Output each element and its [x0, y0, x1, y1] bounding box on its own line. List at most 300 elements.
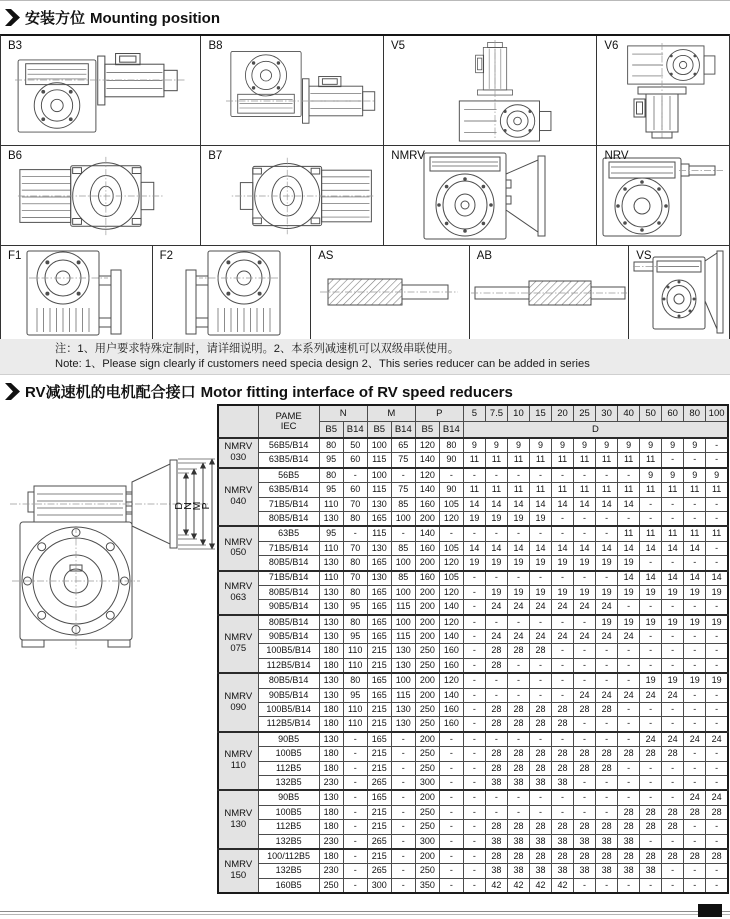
mounting-cell-f2	[152, 245, 311, 339]
d-cell: -	[640, 761, 662, 775]
mounting-cell-as	[310, 245, 469, 339]
dim-cell: 230	[319, 864, 343, 878]
dim-cell: 95	[343, 688, 367, 702]
d-cell: -	[552, 658, 574, 673]
d-cell: 11	[529, 453, 551, 468]
model-size: 150	[230, 870, 247, 882]
d-cell: 42	[485, 878, 507, 893]
mounting-cell-vs	[628, 245, 729, 339]
dim-cell: -	[343, 747, 367, 761]
d-cell: -	[706, 644, 728, 658]
d-cell: 28	[618, 805, 640, 819]
d-cell: 9	[684, 468, 706, 483]
d-cell: -	[574, 673, 596, 688]
d-cell: 28	[529, 717, 551, 732]
d-cell: -	[485, 790, 507, 805]
d-cell: -	[574, 526, 596, 541]
d-cell: -	[640, 790, 662, 805]
d-cell: 14	[640, 541, 662, 555]
table-row	[218, 673, 728, 688]
d-cell: -	[662, 600, 684, 615]
d-cell: 19	[507, 556, 529, 571]
dim-cell: 300	[415, 834, 439, 849]
dim-cell: -	[343, 775, 367, 790]
d-cell: -	[463, 849, 485, 864]
d-cell: -	[640, 630, 662, 644]
table-row	[218, 497, 728, 511]
iec-cell: 80B5/B14	[258, 615, 319, 630]
section2-title-zh: RV减速机的电机配合接口	[25, 384, 196, 401]
dim-cell: 110	[319, 571, 343, 586]
model-size: 063	[230, 591, 247, 603]
d-cell: 24	[552, 630, 574, 644]
d-cell: 28	[485, 820, 507, 834]
dim-cell: 165	[367, 511, 391, 526]
model-name: NMRV	[224, 485, 253, 497]
table-row	[218, 511, 728, 526]
dim-cell: 130	[391, 717, 415, 732]
d-cell: 14	[552, 541, 574, 555]
d-cell: 28	[552, 761, 574, 775]
dim-cell: 160	[415, 571, 439, 586]
d-cell: 24	[507, 630, 529, 644]
section-marker-icon	[5, 383, 20, 400]
table-row	[218, 483, 728, 497]
d-cell: 9	[618, 438, 640, 453]
d-cell: -	[684, 864, 706, 878]
d-cell: 11	[529, 483, 551, 497]
d-cell: 19	[684, 673, 706, 688]
dim-cell: 70	[343, 571, 367, 586]
mounting-cell-b7	[200, 145, 383, 245]
iec-cell: 80B5/B14	[258, 585, 319, 599]
pame-label: PAME	[275, 410, 302, 422]
d-cell: -	[684, 556, 706, 571]
mounting-label-b7: B7	[208, 150, 223, 162]
note-line-zh: 注：1、用户要求特殊定制时，请详细说明。2、本系列减速机可以双级串联使用。	[55, 343, 460, 355]
model-name: NMRV	[224, 536, 253, 548]
dim-cell: 250	[415, 864, 439, 878]
d-cell: -	[552, 673, 574, 688]
d-cell: -	[684, 453, 706, 468]
d-cell: 19	[684, 585, 706, 599]
d-cell: 9	[684, 438, 706, 453]
dim-cell: 215	[367, 805, 391, 819]
d-cell: -	[640, 497, 662, 511]
d-cell: -	[463, 761, 485, 775]
d-cell: -	[706, 775, 728, 790]
d-cell: -	[662, 717, 684, 732]
d-cell: 24	[574, 688, 596, 702]
d-cell: -	[463, 571, 485, 586]
dim-cell: 90	[439, 483, 463, 497]
d-cell: -	[640, 775, 662, 790]
d-cell: -	[662, 834, 684, 849]
d-cell: -	[662, 761, 684, 775]
d-cell: 19	[640, 673, 662, 688]
dim-cell: 110	[319, 541, 343, 555]
d-cell: -	[684, 761, 706, 775]
d-cell: -	[706, 511, 728, 526]
d-cell: -	[640, 878, 662, 893]
d-cell: 28	[552, 747, 574, 761]
dim-cell: 200	[415, 585, 439, 599]
dim-cell: 215	[367, 717, 391, 732]
d-cell: -	[507, 526, 529, 541]
d-cell: -	[662, 878, 684, 893]
dim-cell: 110	[343, 658, 367, 673]
d-cell: -	[596, 805, 618, 819]
d-cell: -	[574, 644, 596, 658]
d-cell: 24	[640, 688, 662, 702]
d-cell: -	[706, 600, 728, 615]
d-cell: 11	[485, 483, 507, 497]
d-cell: -	[596, 571, 618, 586]
d-cell: 9	[485, 438, 507, 453]
dim-cell: -	[439, 761, 463, 775]
d-cell: 28	[596, 820, 618, 834]
table-row	[218, 761, 728, 775]
d-cell: 14	[463, 497, 485, 511]
dim-label-p: P	[200, 502, 212, 510]
drawing-nrv	[599, 150, 727, 242]
d-cell: -	[618, 644, 640, 658]
d-cell: 24	[706, 732, 728, 747]
mounting-label-v5: V5	[390, 40, 406, 52]
d-cell: -	[529, 732, 551, 747]
d-cell: 28	[507, 644, 529, 658]
table-row	[218, 864, 728, 878]
d-cell: -	[706, 556, 728, 571]
d-cell: 19	[706, 585, 728, 599]
d-cell: -	[485, 732, 507, 747]
table-row	[218, 453, 728, 468]
mounting-cell-b3	[1, 36, 200, 145]
mounting-cell-b8	[200, 36, 383, 145]
d-cell: -	[684, 630, 706, 644]
d-cell: -	[684, 747, 706, 761]
dim-cell: 75	[391, 483, 415, 497]
dim-cell: 250	[415, 761, 439, 775]
dim-cell: 105	[439, 541, 463, 555]
dim-cell: 120	[439, 585, 463, 599]
table-row	[218, 541, 728, 555]
dim-cell: 200	[415, 849, 439, 864]
d-cell: -	[618, 732, 640, 747]
d-cell: 19	[574, 556, 596, 571]
d-cell: -	[463, 747, 485, 761]
d-cell: -	[684, 878, 706, 893]
model-size: 030	[230, 451, 247, 463]
dim-cell: -	[391, 747, 415, 761]
d-cell: -	[618, 717, 640, 732]
d-cell: 14	[596, 541, 618, 555]
dim-cell: 80	[343, 673, 367, 688]
d-cell: 11	[662, 483, 684, 497]
d-cell: -	[684, 600, 706, 615]
dim-cell: 200	[415, 556, 439, 571]
dim-cell: 160	[415, 541, 439, 555]
d-cell: 28	[485, 761, 507, 775]
d-cell: 28	[485, 747, 507, 761]
d-cell: 28	[529, 849, 551, 864]
dim-cell: 70	[343, 541, 367, 555]
drawing-v5	[390, 40, 590, 142]
drawing-ab	[471, 275, 627, 311]
d-cell: 11	[684, 483, 706, 497]
dim-cell: -	[439, 864, 463, 878]
mounting-cell-nrv	[596, 145, 729, 245]
ratio-header: 5	[463, 405, 485, 422]
iec-cell: 132B5	[258, 864, 319, 878]
d-cell: 28	[706, 805, 728, 819]
d-cell: -	[507, 615, 529, 630]
d-cell: -	[529, 468, 551, 483]
iec-cell: 71B5/B14	[258, 541, 319, 555]
d-cell: -	[684, 511, 706, 526]
dim-cell: -	[391, 761, 415, 775]
d-cell: 14	[507, 541, 529, 555]
d-cell: -	[552, 526, 574, 541]
d-cell: -	[463, 658, 485, 673]
dim-cell: 160	[439, 658, 463, 673]
d-cell: 24	[507, 600, 529, 615]
iec-cell: 112B5/B14	[258, 717, 319, 732]
d-cell: 19	[640, 615, 662, 630]
dim-cell: 200	[415, 600, 439, 615]
d-cell: 28	[574, 820, 596, 834]
d-cell: 11	[574, 483, 596, 497]
dim-group-header: N	[319, 405, 367, 422]
d-cell: 28	[662, 849, 684, 864]
note-band	[0, 339, 730, 375]
d-cell: -	[706, 438, 728, 453]
d-cell: -	[706, 747, 728, 761]
dim-cell: 180	[319, 761, 343, 775]
dim-cell: 165	[367, 630, 391, 644]
iec-cell: 100B5	[258, 805, 319, 819]
d-cell: 11	[507, 483, 529, 497]
d-cell: 24	[662, 732, 684, 747]
dim-cell: 110	[343, 644, 367, 658]
table-row	[218, 717, 728, 732]
d-cell: 11	[640, 526, 662, 541]
iec-cell: 80B5/B14	[258, 556, 319, 571]
d-cell: 38	[529, 834, 551, 849]
iec-cell: 100B5/B14	[258, 703, 319, 717]
d-cell: 28	[640, 747, 662, 761]
dim-cell: 70	[343, 497, 367, 511]
d-cell: 28	[662, 747, 684, 761]
dim-cell: 85	[391, 541, 415, 555]
page-bottom-rule	[0, 911, 730, 915]
d-cell: -	[618, 658, 640, 673]
dim-cell: 80	[319, 438, 343, 453]
d-cell: 28	[706, 849, 728, 864]
drawing-b7	[201, 152, 383, 240]
table-row	[218, 820, 728, 834]
d-cell: 19	[706, 615, 728, 630]
d-cell: -	[552, 732, 574, 747]
d-cell: -	[684, 688, 706, 702]
dim-cell: 130	[391, 644, 415, 658]
d-cell: 14	[463, 541, 485, 555]
dim-cell: 230	[319, 834, 343, 849]
dim-cell: -	[343, 468, 367, 483]
dim-cell: 130	[319, 585, 343, 599]
d-cell: -	[596, 511, 618, 526]
dim-cell: 180	[319, 805, 343, 819]
d-cell: 28	[507, 747, 529, 761]
d-cell: 28	[507, 703, 529, 717]
mounting-row-1	[1, 36, 729, 145]
d-cell: -	[574, 775, 596, 790]
dim-cell: 215	[367, 644, 391, 658]
model-size: 040	[230, 496, 247, 508]
dim-cell: 130	[367, 541, 391, 555]
d-cell: 9	[662, 438, 684, 453]
d-cell: -	[662, 864, 684, 878]
iec-cell: 112B5/B14	[258, 658, 319, 673]
dim-cell: 165	[367, 600, 391, 615]
d-cell: -	[596, 468, 618, 483]
d-cell: -	[529, 526, 551, 541]
d-cell: -	[529, 673, 551, 688]
d-cell: -	[552, 805, 574, 819]
iec-cell: 160B5	[258, 878, 319, 893]
d-cell: -	[706, 834, 728, 849]
mounting-label-f2: F2	[159, 250, 173, 262]
ratio-header: 60	[662, 405, 684, 422]
dim-group-header: P	[415, 405, 463, 422]
d-cell: -	[618, 790, 640, 805]
d-cell: 11	[618, 526, 640, 541]
iec-cell: 90B5	[258, 790, 319, 805]
d-cell: 19	[463, 556, 485, 571]
dim-cell: 100	[391, 615, 415, 630]
d-cell: -	[662, 630, 684, 644]
d-cell: -	[706, 864, 728, 878]
mounting-cell-v5	[383, 36, 596, 145]
dim-cell: -	[391, 820, 415, 834]
dim-cell: 130	[319, 600, 343, 615]
note-line-en: Note: 1、Please sign clearly if customers need specia design 2、This series reducer can be added in series	[55, 358, 590, 370]
dim-cell: 130	[367, 571, 391, 586]
dim-cell: 200	[415, 630, 439, 644]
dim-cell: 100	[391, 511, 415, 526]
d-cell: 19	[640, 585, 662, 599]
d-cell: 28	[552, 703, 574, 717]
d-cell: 24	[552, 600, 574, 615]
dim-cell: 80	[343, 615, 367, 630]
ratio-header: 7.5	[485, 405, 507, 422]
d-cell: -	[529, 615, 551, 630]
dim-cell: -	[439, 878, 463, 893]
d-cell: 28	[574, 761, 596, 775]
ratio-header: 30	[596, 405, 618, 422]
sub-header: B5	[415, 422, 439, 439]
d-cell: 28	[618, 849, 640, 864]
table-row	[218, 615, 728, 630]
drawing-as	[316, 275, 464, 311]
dim-cell: -	[343, 761, 367, 775]
dim-label-n: N	[182, 502, 194, 510]
d-cell: -	[662, 453, 684, 468]
d-cell: -	[596, 526, 618, 541]
dim-cell: 165	[367, 615, 391, 630]
d-cell: 19	[662, 673, 684, 688]
dim-cell: 215	[367, 820, 391, 834]
d-cell: 9	[706, 468, 728, 483]
d-cell: 38	[507, 834, 529, 849]
d-cell: -	[684, 703, 706, 717]
dim-cell: -	[343, 805, 367, 819]
dim-cell: 130	[319, 673, 343, 688]
d-cell: 38	[507, 775, 529, 790]
d-cell: 19	[618, 585, 640, 599]
model-name: NMRV	[224, 690, 253, 702]
d-cell: 28	[485, 717, 507, 732]
dim-cell: -	[391, 864, 415, 878]
d-span-header: D	[463, 422, 728, 439]
d-cell: -	[662, 497, 684, 511]
d-cell: 28	[552, 849, 574, 864]
d-cell: -	[574, 658, 596, 673]
d-cell: 28	[684, 849, 706, 864]
model-cell	[218, 615, 258, 674]
dim-cell: 75	[391, 453, 415, 468]
dim-cell: -	[391, 849, 415, 864]
d-cell: 14	[507, 497, 529, 511]
sub-header: B14	[391, 422, 415, 439]
d-cell: -	[529, 658, 551, 673]
model-cell	[218, 732, 258, 791]
sub-header: B14	[343, 422, 367, 439]
table-row	[218, 703, 728, 717]
iec-cell: 100/112B5	[258, 849, 319, 864]
d-cell: -	[574, 790, 596, 805]
iec-cell: 71B5/B14	[258, 497, 319, 511]
d-cell: 38	[485, 775, 507, 790]
dim-cell: -	[439, 834, 463, 849]
d-cell: -	[463, 775, 485, 790]
dim-cell: 250	[415, 703, 439, 717]
dim-cell: 105	[439, 571, 463, 586]
drawing-f2	[175, 250, 287, 336]
d-cell: 38	[552, 834, 574, 849]
d-cell: 19	[618, 615, 640, 630]
d-cell: -	[640, 556, 662, 571]
dim-cell: 130	[319, 615, 343, 630]
dim-cell: 130	[319, 511, 343, 526]
mounting-label-v6: V6	[604, 40, 619, 52]
d-cell: 28	[640, 849, 662, 864]
iec-cell: 90B5	[258, 732, 319, 747]
ratio-header: 80	[684, 405, 706, 422]
d-cell: 11	[574, 453, 596, 468]
dim-cell: 180	[319, 658, 343, 673]
drawing-b8	[206, 44, 378, 138]
d-cell: -	[552, 644, 574, 658]
dim-cell: 140	[415, 483, 439, 497]
d-cell: -	[596, 717, 618, 732]
d-cell: -	[507, 790, 529, 805]
model-cell	[218, 849, 258, 893]
dim-cell: -	[343, 820, 367, 834]
dim-cell: 80	[319, 468, 343, 483]
d-cell: -	[706, 453, 728, 468]
dim-cell: 120	[439, 673, 463, 688]
